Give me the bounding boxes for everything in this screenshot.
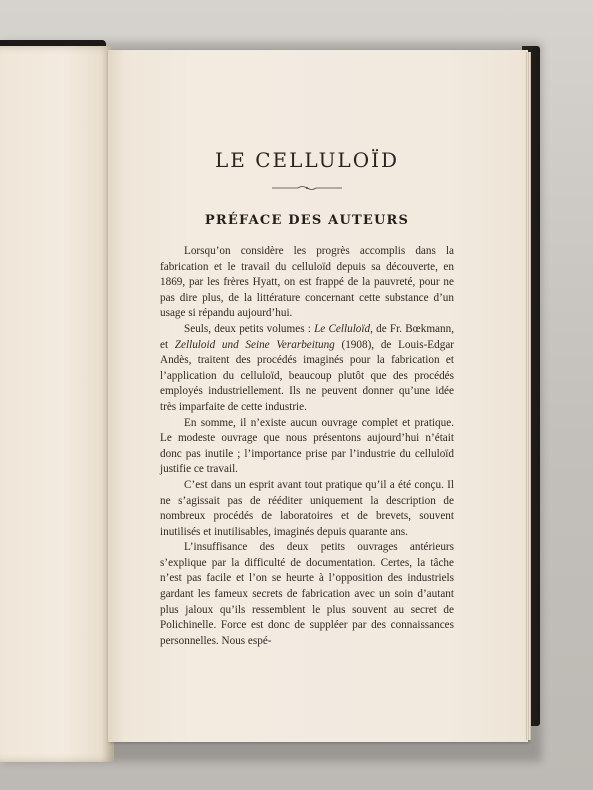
paragraph: Lorsqu’on considère les progrès accomplis dans la fabrication et le travail du celluloïd depuis sa découverte, en 1869, par les frères Hyatt, on est frappé de la pauvreté, pour ne pas dire plus, de la littérature concernant cette substance d’un usage si répandu aujourd’hui. (160, 245, 454, 320)
text-run: (1908), de Louis-Edgar Andès, traitent des procédés imaginés pour la fabrication et l’application du celluloïd, beaucoup plutôt que des procédés employés industriellement. Ils ne peuvent donner qu’une idée très imparfaite de cette industrie. (160, 338, 455, 413)
page-content (160, 146, 454, 649)
preface-body (160, 244, 454, 649)
page-edges (525, 52, 531, 740)
title-ornament (272, 184, 342, 192)
text-run: Seuls, deux petits volumes : (184, 322, 315, 335)
book-title: LE CELLULOÏD (214, 148, 400, 172)
paragraph (160, 322, 454, 416)
left-page (0, 46, 114, 762)
paragraph: L’insuffisance des deux petits ouvrages antérieurs s’explique par la difficulté de documentation. Certes, la tâche n’est pas facile et l’on se heurte à l’opposition des industriels gardant les fameux secrets de fabrication avec un soin d’autant plus jaloux qu’ils ressemblent le plus souvent au secret de Polichinelle. Force est donc de suppléer par des connaissances personnelles. Nous espé- (160, 541, 454, 647)
book-reference: Zelluloid und Seine Verarbeitung (174, 338, 335, 351)
paragraph: En somme, il n’existe aucun ouvrage complet et pratique. Le modeste ouvrage que nous présentons aujourd’hui n’était donc pas inutile ; l’importance prise par l’industrie du celluloïd justifie ce travail. (160, 416, 454, 476)
text-run: , de Fr. Bœkmann, et (160, 322, 454, 351)
paragraph: C’est dans un esprit avant tout pratique qu’il a été conçu. Il ne s’agissait pas de rééditer uniquement la description de nombreux procédés de laboratoires et de brevets, souvent inutilisés et inutilisables, imaginés depuis quarante ans. (160, 478, 454, 538)
book-reference: Le Celluloïd (314, 322, 371, 335)
preface-heading: PRÉFACE DES AUTEURS (204, 213, 410, 228)
